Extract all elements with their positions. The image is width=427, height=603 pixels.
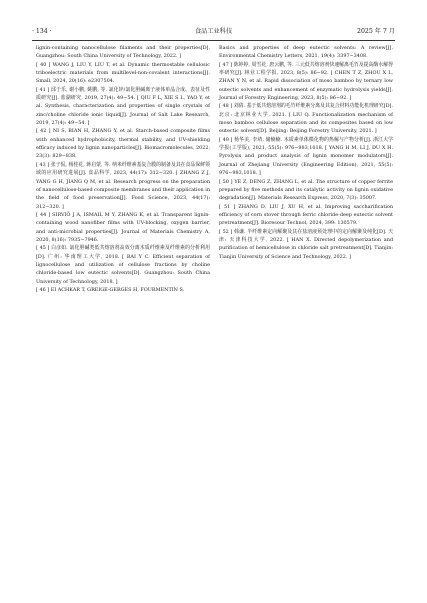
header-rule [32, 40, 395, 41]
reference-entry: [ 42 ] NI S, BIAN H, ZHANG Y, et al. Starch-based composite films with enhanced hydrophobicity, thermal stability, and UV-shielding efficacy induced by lignin nanoparticles[J]. Biomacromolecules, 2022, 23(3): 829−838. [36, 128, 210, 160]
reference-entry: [ 47 ] 陈婷婷, 周雪花, 唐云鹏, 等. 三元低共熔溶剂快速解离毛竹及提高酶水解得率研究[J]. 林业工程学报, 2023, 8(5): 86−92. [ CHEN T Z, ZHOU X L, ZHAN Y N, et al. Rapid dissociation of moso bamboo by ternary low eutectic solvents and enhancement of enzymatic hydrolysis yields[J]. Journal of Forestry Engineering, 2023, 8(5): 86−92. ] [219, 61, 393, 102]
reference-entry: [ 41 ] 邱于乐, 谢小鹏, 姚鹏, 等. 氯化锌/氯化胆碱离子液体单晶合成、表征及性质研究[J]. 盐湖研究, 2019, 27(4): 49−54. [ QIU F L, XIE S L, YAO Y, et al. Synthesis, characterization and properties of single crystals of zinc/choline chloride ionic liquid[J]. Journal of Salt Lake Research, 2019, 27(4): 49−54. ] [36, 86, 210, 127]
issue-date: 2025 年 7 月 [357, 28, 395, 35]
reference-entry: Basics and properties of deep eutectic solvents: A review[J]. Environmental Chemistry Letters, 2021, 19(4): 3397−3408. [219, 45, 393, 60]
references-left-column [36, 44, 210, 294]
references-right-column [219, 44, 393, 261]
reference-entry: [ 52 ] 韩谦. 半纤维素定向解聚及其在盐溶液预处理中的定向解聚及纯化[D]. 天津: 天津科技大学, 2022. [ HAN X. Directed depolymerization and purification of hemicellulose in chloride salt pretreatment[D]. Tianjin: Tianjin University of Science and Technology, 2022. ] [219, 228, 393, 260]
reference-entry: [ 49 ] 杨华美, 李靖, 储楠楠. 木质素单体模化物的热解与产物分析[J]. 浙江大学学报(工学版), 2021, 55(5): 976−983,1018. [ YANG H M, LI J, DU X H. Pyrolysis and product analysis of lignin monomer modulators[J]. Journal of Zhejiang University (Engineering Edition), 2021, 55(5): 976−983,1018. ] [219, 136, 393, 177]
reference-entry: [ 48 ] 刘倩. 基于低共熔溶剂的毛竹纤维素分离及其复合材料功能化机理研究[D]. 北京: 北京林业大学, 2021. [ LIU Q. Functionalization mechanism of moso bamboo cellulose separation and its composites based on low eutectic solvent[D]. Beijing: Beijing Forestry University, 2021. ] [219, 103, 393, 135]
reference-entry: [ 46 ] EI ACHKAR T, GREIGE-GERGES H, FOURMENTIN S. [36, 286, 185, 293]
journal-title: 食品工业科技 [194, 28, 233, 35]
reference-entry: [ 51 ] ZHANG D, LIU J, XU H, et al. Improving saccharification efficiency of corn stover through ferric chloride-deep eutectic solvent pretreatment[J]. Bioresour Technol, 2024, 399: 130579. [219, 203, 393, 227]
reference-entry: [ 44 ] SIRVIÖ J A, ISMAIL M Y, ZHANG K, et al. Transparent lignin-containing wood nanofiber films with UV-blocking, oxygen barrier, and anti-microbial properties[J]. Journal of Materials Chemistry A, 2020, 8(16): 7935−7946. [36, 211, 210, 243]
reference-entry: [ 45 ] 白彦如. 氯化胆碱类低共熔溶剂高效分离木质纤维素及纤维素的分析利用[D]. 广州: 华南理工大学, 2018. [ BAI Y C. Efficient separation of lignocellulose and utilization of cellulose fractions by choline chloride-based low eutectic solvents[D]. Guangzhou: South China University of Technology, 2018. ] [36, 245, 210, 285]
reference-entry: [ 40 ] WANG J, LIU Y, LIU T, et al. Dynamic thermostable cellulosic triboelectric materials from multilevel-non-covalent interactions[J]. Small, 2024, 20(16): e2307504. [36, 61, 210, 85]
reference-entry: [ 50 ] YE Z, DENG Z, ZHANG L, et al. The structure of copper ferrite prepared by five methods and its catalytic activity on lignin oxidative degradation[J]. Materials Research Express, 2020, 7(3): 35007. [219, 178, 393, 202]
page-number: · 134 · [32, 28, 52, 35]
page-header [32, 26, 395, 38]
reference-entry: [ 43 ] 张子侃, 杨桂花, 蒋启蒙, 等. 纳米纤维素基复合膜的制备及其在食品保鲜领域的应用研究进展[J]. 食品科学, 2023, 44(17): 312−320. [ ZHANG Z J, YANG G H, JIANG Q M, et al. Research progress on the preparation of nanocellulose-based composite membranes and their application in the field of food preservation[J]. Food Science, 2023, 44(17): 312−320. ] [36, 161, 210, 210]
reference-entry: lignin-containing nanocellulose filaments and their properties[D]. Guangzhou: South China University of Technology, 2022. ] [36, 45, 210, 60]
